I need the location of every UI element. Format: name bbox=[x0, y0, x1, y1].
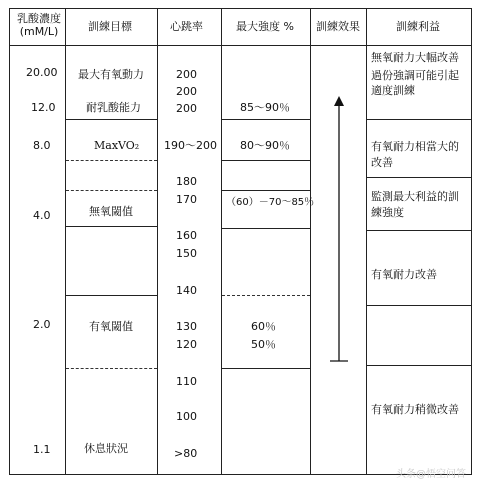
benefit-text: 有氧耐力相當大的改善 bbox=[371, 140, 459, 169]
row-divider bbox=[66, 295, 157, 296]
row-divider bbox=[66, 226, 157, 227]
column-divider bbox=[366, 8, 367, 475]
header-goal: 訓練目標 bbox=[88, 20, 132, 33]
goal-label: 耐乳酸能力 bbox=[86, 101, 141, 114]
row-divider bbox=[367, 365, 471, 366]
intensity-value: 85～90％ bbox=[240, 101, 290, 114]
table-border-top bbox=[9, 8, 472, 9]
lactate-value: 2.0 bbox=[33, 318, 51, 331]
intensity-value: （60）－70～85％ bbox=[226, 197, 315, 208]
benefit-text: 監測最大利益的訓練強度 bbox=[371, 190, 459, 219]
table-border-right bbox=[471, 8, 472, 475]
dashed-divider bbox=[66, 160, 157, 161]
goal-label: 最大有氧動力 bbox=[78, 68, 144, 81]
heart-rate-value: 160 bbox=[176, 229, 197, 242]
column-divider bbox=[157, 8, 158, 475]
dashed-divider bbox=[66, 190, 157, 191]
goal-label: 有氧閾值 bbox=[89, 320, 133, 333]
benefit-text: 有氧耐力稍微改善 bbox=[371, 403, 459, 416]
header-lactate: 乳酸濃度 (mM/L) bbox=[17, 12, 61, 38]
header-effect: 訓練效果 bbox=[316, 20, 360, 33]
column-divider bbox=[65, 8, 66, 475]
dashed-divider bbox=[222, 295, 310, 296]
intensity-value: 60％ bbox=[251, 320, 276, 333]
goal-label: 休息狀況 bbox=[84, 442, 128, 455]
intensity-value: 80～90％ bbox=[240, 139, 290, 152]
table-border-left bbox=[9, 8, 10, 475]
heart-rate-value: 130 bbox=[176, 320, 197, 333]
heart-rate-value: 200 bbox=[176, 68, 197, 81]
up-arrow-icon bbox=[328, 96, 350, 366]
benefit-text: 過份強調可能引起適度訓練 bbox=[371, 69, 459, 97]
header-benefit: 訓練利益 bbox=[396, 20, 440, 33]
heart-rate-value: 120 bbox=[176, 338, 197, 351]
heart-rate-value: 190～200 bbox=[164, 139, 217, 152]
heart-rate-value: 140 bbox=[176, 284, 197, 297]
header-divider bbox=[9, 45, 472, 46]
row-divider bbox=[222, 368, 310, 369]
goal-label: 無氧閾值 bbox=[89, 205, 133, 218]
heart-rate-value: 110 bbox=[176, 375, 197, 388]
row-divider bbox=[367, 119, 471, 120]
header-intensity: 最大強度 % bbox=[236, 20, 294, 33]
lactate-value: 20.00 bbox=[26, 66, 58, 79]
column-divider bbox=[221, 8, 222, 475]
watermark: 头条@悟空问答 bbox=[396, 469, 466, 480]
heart-rate-value: 200 bbox=[176, 102, 197, 115]
row-divider bbox=[222, 190, 310, 191]
heart-rate-value: 100 bbox=[176, 410, 197, 423]
row-divider bbox=[367, 177, 471, 178]
goal-label: MaxVO₂ bbox=[94, 139, 140, 152]
lactate-value: 4.0 bbox=[33, 209, 51, 222]
row-divider bbox=[367, 305, 471, 306]
lactate-value: 8.0 bbox=[33, 139, 51, 152]
dashed-divider bbox=[66, 368, 157, 369]
row-divider bbox=[222, 228, 310, 229]
row-divider bbox=[222, 160, 310, 161]
column-divider bbox=[310, 8, 311, 475]
row-divider bbox=[222, 119, 310, 120]
heart-rate-value: 150 bbox=[176, 247, 197, 260]
heart-rate-value: 200 bbox=[176, 85, 197, 98]
row-divider bbox=[367, 230, 471, 231]
lactate-value: 1.1 bbox=[33, 443, 51, 456]
heart-rate-value: 170 bbox=[176, 193, 197, 206]
row-divider bbox=[66, 119, 157, 120]
heart-rate-value: 180 bbox=[176, 175, 197, 188]
benefit-text: 有氧耐力改善 bbox=[371, 268, 437, 281]
lactate-value: 12.0 bbox=[31, 101, 56, 114]
heart-rate-value: >80 bbox=[174, 447, 198, 460]
benefit-text: 無氧耐力大幅改善 bbox=[371, 51, 459, 64]
intensity-value: 50％ bbox=[251, 338, 276, 351]
header-heart-rate: 心跳率 bbox=[170, 20, 203, 33]
